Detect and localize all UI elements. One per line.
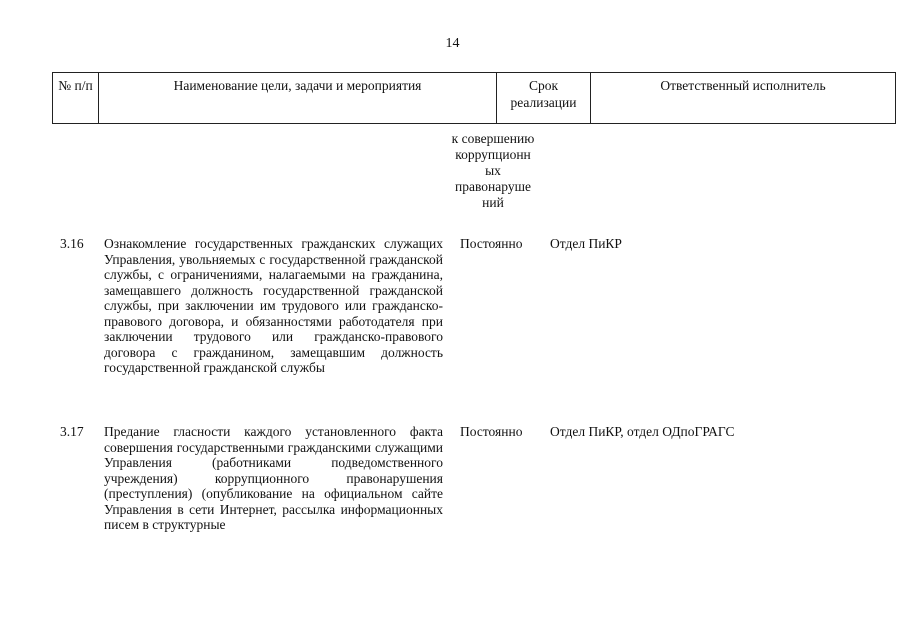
row-3-16-term: Постоянно [460,236,523,251]
header-num: № п/п [53,73,99,124]
table-header [52,72,896,124]
header-responsible: Ответственный исполнитель [591,73,896,124]
row-3-17-term: Постоянно [460,424,523,439]
row-3-17-description: Предание гласности каждого установленного факта совершения государственными гражданскими служащими Управления (работниками подведомственного учреждения) коррупционного правонарушения (преступления) (опубликование на официальном сайте Управления в сети Интернет, рассылка информационных писем в структурные [104,424,443,532]
row-3-17-num: 3.17 [60,424,84,439]
header-term: Срок реализации [497,73,591,124]
row-3-16-description: Ознакомление государственных гражданских служащих Управления, увольняемых с государственной гражданской службы, с ограничениями, налагаемыми на гражданина, замещавшего должность государственной гражданской службы, при заключении им трудового или гражданско-правового договора, и обязанностями работодателя при заключении трудового или гражданско-правового договора с гражданином, замещавшим должность государственной гражданской службы [104,236,443,375]
carryover-term: к совершению коррупционн ых правонаруше ний [451,131,535,210]
page-number: 14 [445,36,460,51]
row-3-16-num: 3.16 [60,236,84,251]
row-3-16-responsible: Отдел ПиКР [550,236,622,251]
row-3-17-responsible: Отдел ПиКР, отдел ОДпоГРАГС [550,424,735,439]
header-name: Наименование цели, задачи и мероприятия [99,73,497,124]
